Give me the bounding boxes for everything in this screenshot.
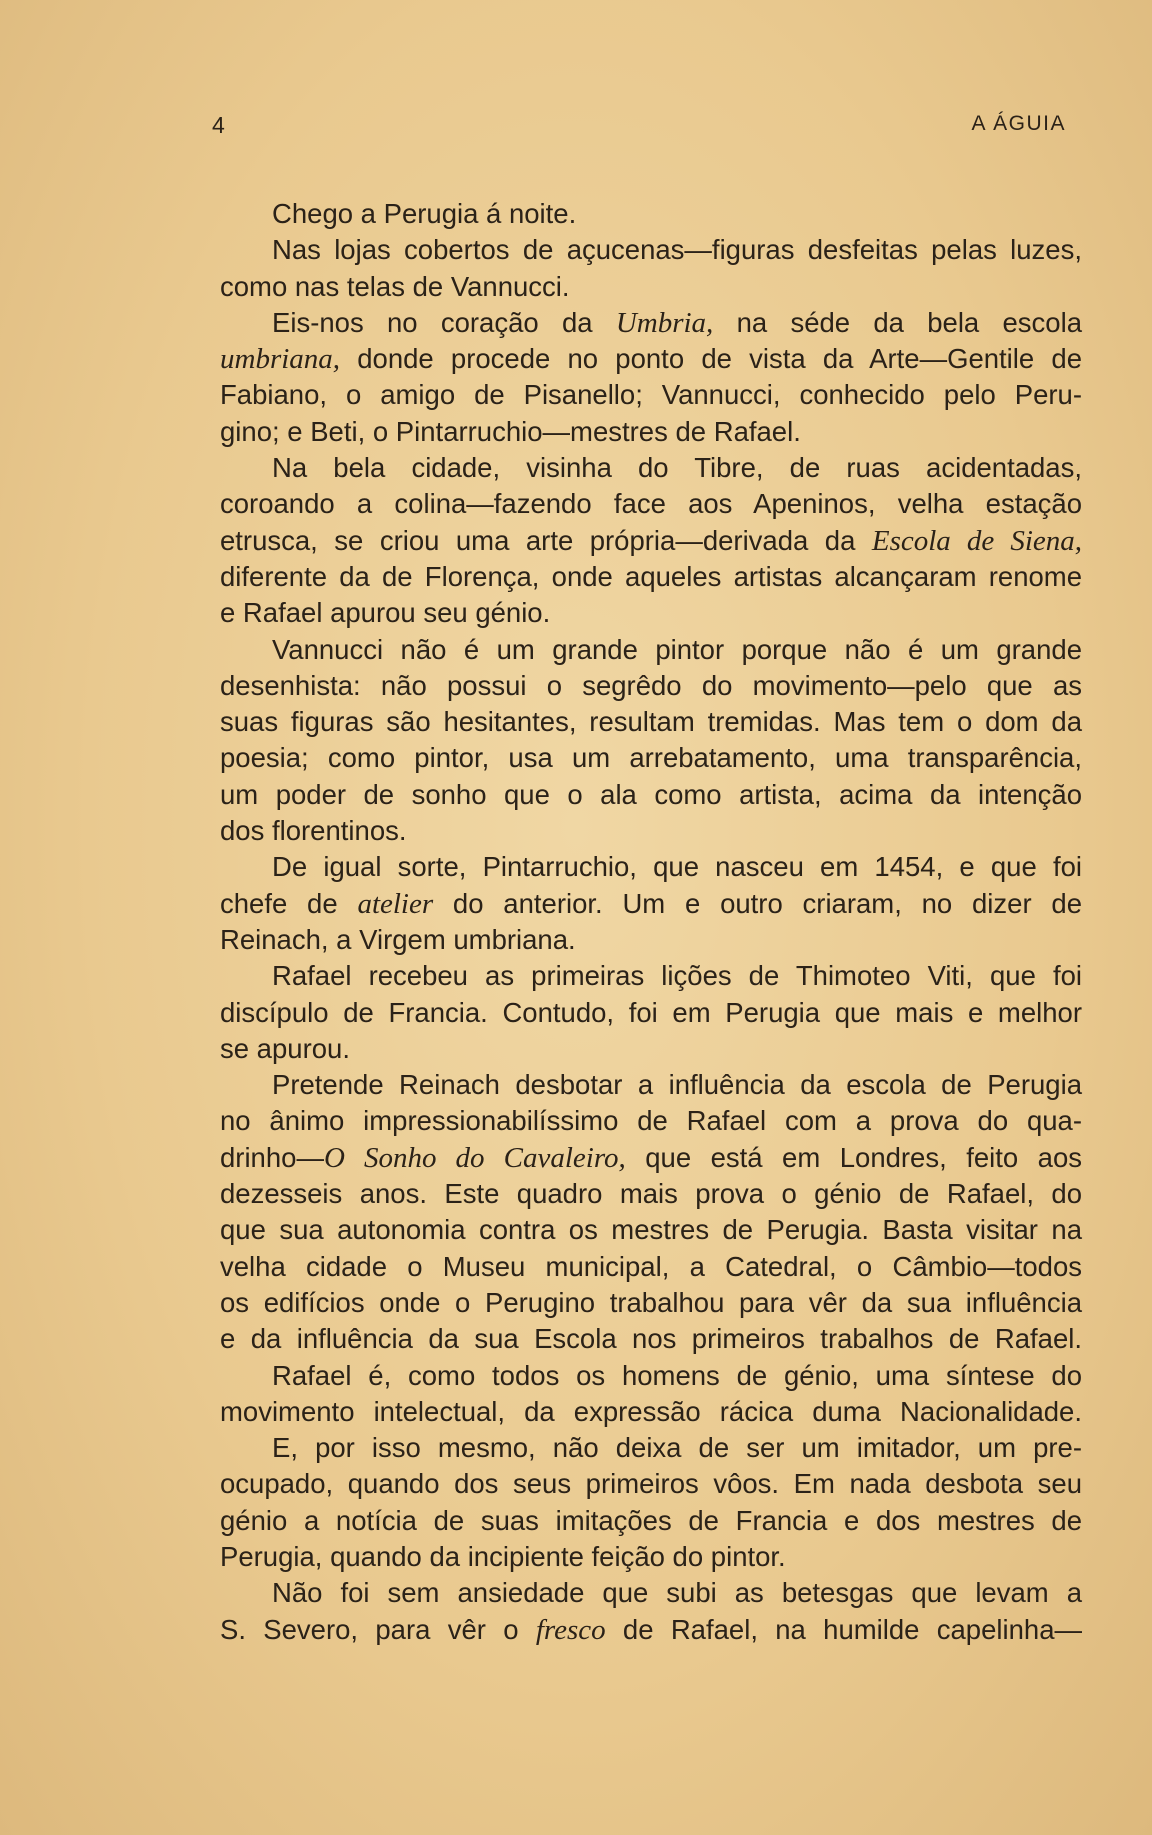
text-line: Não foi sem ansiedade que subi as betesgas que levam a bbox=[272, 1577, 1082, 1609]
text-line: Vannucci não é um grande pintor porque não é um grande bbox=[272, 633, 1082, 665]
text-line: se apurou. bbox=[220, 1032, 350, 1064]
text-line: discípulo de Francia. Contudo, foi em Perugia que mais e melhor bbox=[220, 996, 1082, 1028]
text-line: desenhista: não possui o segrêdo do movimento—pelo que as bbox=[220, 669, 1082, 701]
text-line: Rafael é, como todos os homens de génio, uma síntese do bbox=[272, 1359, 1082, 1391]
text-line: Reinach, a Virgem umbriana. bbox=[220, 923, 576, 955]
text-line: Na bela cidade, visinha do Tibre, de ruas acidentadas, bbox=[272, 452, 1082, 484]
text-line: e Rafael apurou seu génio. bbox=[220, 597, 551, 629]
text-line: coroando a colina—fazendo face aos Apeninos, velha estação bbox=[220, 488, 1082, 520]
text-line: movimento intelectual, da expressão rácica duma Nacionalidade. bbox=[220, 1395, 1082, 1427]
text-line: génio a notícia de suas imitações de Francia e dos mestres de bbox=[220, 1504, 1082, 1536]
text-line: Fabiano, o amigo de Pisanello; Vannucci, conhecido pelo Peru- bbox=[220, 379, 1082, 411]
page-number: 4 bbox=[212, 112, 226, 138]
text-line: S. Severo, para vêr o fresco de Rafael, na humilde capelinha— bbox=[220, 1613, 1082, 1646]
text-line: Nas lojas cobertos de açucenas—figuras desfeitas pelas luzes, bbox=[272, 234, 1082, 266]
text-line: Eis-nos no coração da Umbria, na séde da bela escola bbox=[272, 306, 1082, 339]
text-line: dezesseis anos. Este quadro mais prova o génio de Rafael, do bbox=[220, 1178, 1082, 1210]
text-line: no ânimo impressionabilíssimo de Rafael com a prova do qua- bbox=[220, 1105, 1082, 1137]
text-line: drinho—O Sonho do Cavaleiro, que está em Londres, feito aos bbox=[220, 1141, 1082, 1174]
text-line: que sua autonomia contra os mestres de Perugia. Basta visitar na bbox=[220, 1214, 1082, 1246]
text-line: como nas telas de Vannucci. bbox=[220, 270, 570, 302]
text-line: E, por isso mesmo, não deixa de ser um imitador, um pre- bbox=[272, 1432, 1082, 1464]
text-line: umbriana, donde procede no ponto de vista da Arte—Gentile de bbox=[220, 343, 1082, 376]
text-line: velha cidade o Museu municipal, a Catedral, o Câmbio—todos bbox=[220, 1250, 1082, 1282]
text-line: um poder de sonho que o ala como artista, acima da intenção bbox=[220, 778, 1082, 810]
text-line: suas figuras são hesitantes, resultam tremidas. Mas tem o dom da bbox=[220, 706, 1082, 738]
text-line: diferente da de Florença, onde aqueles artistas alcançaram renome bbox=[220, 560, 1082, 592]
text-line: etrusca, se criou uma arte própria—derivada da Escola de Siena, bbox=[220, 524, 1083, 557]
text-line: ocupado, quando dos seus primeiros vôos. Em nada desbota seu bbox=[220, 1468, 1082, 1500]
text-line: e da influência da sua Escola nos primeiros trabalhos de Rafael. bbox=[220, 1323, 1082, 1355]
text-line: chefe de atelier do anterior. Um e outro criaram, no dizer de bbox=[220, 887, 1082, 920]
text-line: poesia; como pintor, usa um arrebatamento, uma transparência, bbox=[220, 742, 1082, 774]
text-line: Rafael recebeu as primeiras lições de Thimoteo Viti, que foi bbox=[272, 960, 1082, 992]
text-line: Perugia, quando da incipiente feição do pintor. bbox=[220, 1540, 786, 1572]
running-head: A ÁGUIA bbox=[971, 112, 1066, 135]
text-line: dos florentinos. bbox=[220, 815, 407, 847]
body-text bbox=[220, 196, 1082, 1648]
page-header bbox=[212, 112, 1066, 152]
text-line: Chego a Perugia á noite. bbox=[272, 198, 577, 229]
text-line: De igual sorte, Pintarruchio, que nasceu em 1454, e que foi bbox=[272, 851, 1082, 883]
text-line: os edifícios onde o Perugino trabalhou para vêr da sua influência bbox=[220, 1286, 1082, 1318]
text-line: Pretende Reinach desbotar a influência da escola de Perugia bbox=[272, 1069, 1082, 1101]
text-line: gino; e Beti, o Pintarruchio—mestres de Rafael. bbox=[220, 415, 801, 447]
